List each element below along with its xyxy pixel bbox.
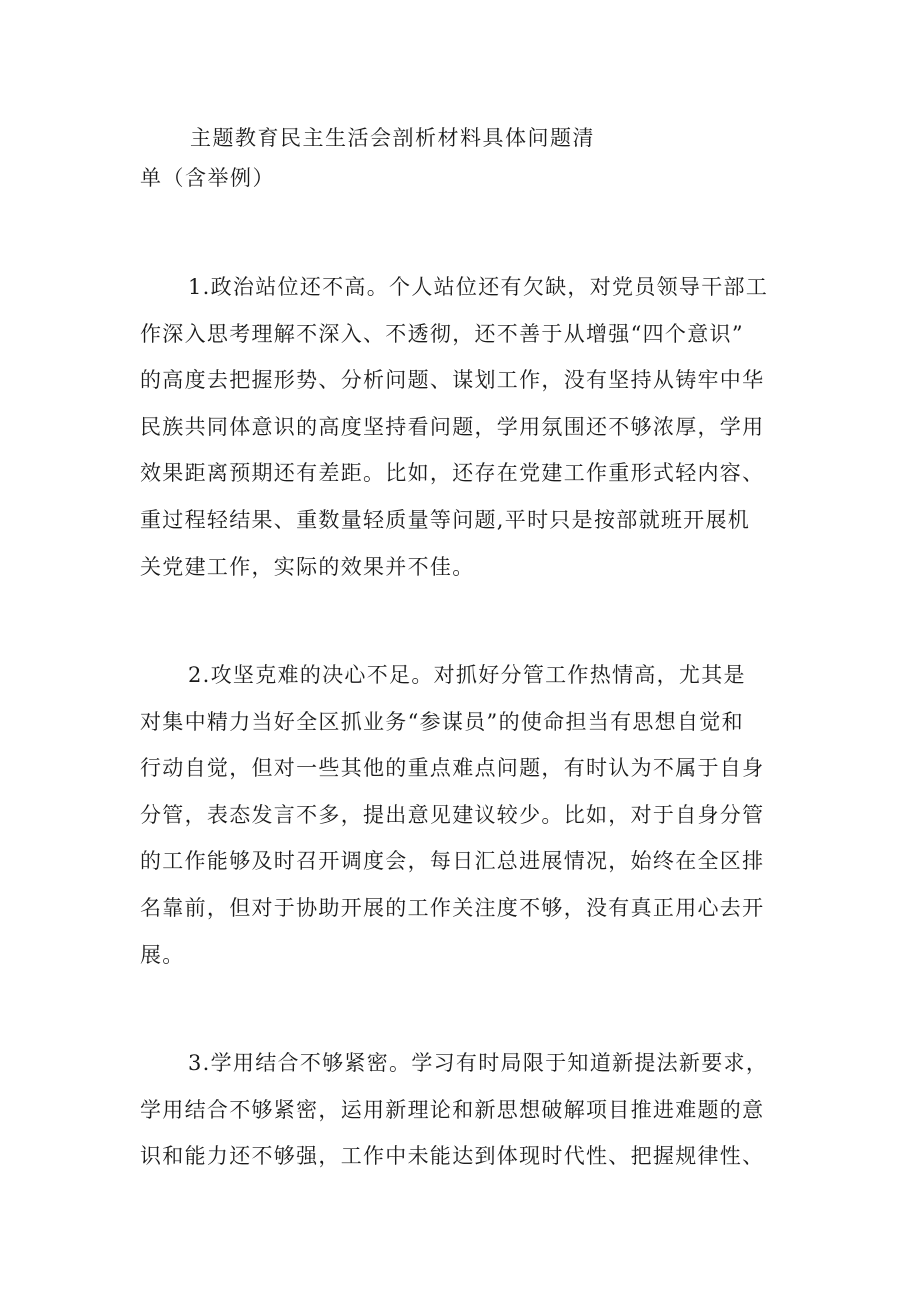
paragraph-line: 展。: [140, 942, 185, 967]
paragraph-line: 学用结合不够紧密，运用新理论和新思想破解项目推进难题的意: [140, 1097, 765, 1122]
paragraph-line: 1.政治站位还不高。个人站位还有欠缺，对党员领导干部工: [188, 275, 769, 299]
paragraph-study-application: [140, 1040, 794, 1180]
paragraph-line: 对集中精力当好全区抓业务“参谋员”的使命担当有思想自觉和: [140, 709, 744, 734]
paragraph-line: 的高度去把握形势、分析问题、谋划工作，没有坚持从铸牢中华: [140, 368, 765, 393]
paragraph-line: 民族共同体意识的高度坚持看问题，学用氛围还不够浓厚，学用: [140, 414, 765, 439]
paragraph-determination: [140, 652, 794, 978]
title-line: 主题教育民主生活会剖析材料具体问题清: [190, 126, 595, 150]
document-title: [140, 118, 800, 198]
paragraph-line: 名靠前，但对于协助开展的工作关注度不够，没有真正用心去开: [140, 895, 765, 920]
paragraph-line: 3.学用结合不够紧密。学习有时局限于知道新提法新要求，: [188, 1051, 769, 1075]
title-line: 单（含举例）: [140, 166, 275, 190]
paragraph-line: 关党建工作，实际的效果并不佳。: [140, 554, 475, 579]
paragraph-line: 的工作能够及时召开调度会，每日汇总进展情况，始终在全区排: [140, 849, 765, 874]
paragraph-line: 效果距离预期还有差距。比如，还存在党建工作重形式轻内容、: [140, 461, 765, 486]
paragraph-line: 识和能力还不够强，工作中未能达到体现时代性、把握规律性、: [140, 1144, 765, 1169]
paragraph-line: 行动自觉，但对一些其他的重点难点问题，有时认为不属于自身: [140, 756, 765, 781]
paragraph-line: 分管，表态发言不多，提出意见建议较少。比如，对于自身分管: [140, 802, 765, 827]
paragraph-political-stance: [140, 264, 794, 590]
paragraph-line: 2.攻坚克难的决心不足。对抓好分管工作热情高，尤其是: [188, 663, 746, 687]
paragraph-line: 作深入思考理解不深入、不透彻，还不善于从增强“四个意识”: [140, 321, 744, 346]
paragraph-line: 重过程轻结果、重数量轻质量等问题,平时只是按部就班开展机: [140, 507, 751, 532]
